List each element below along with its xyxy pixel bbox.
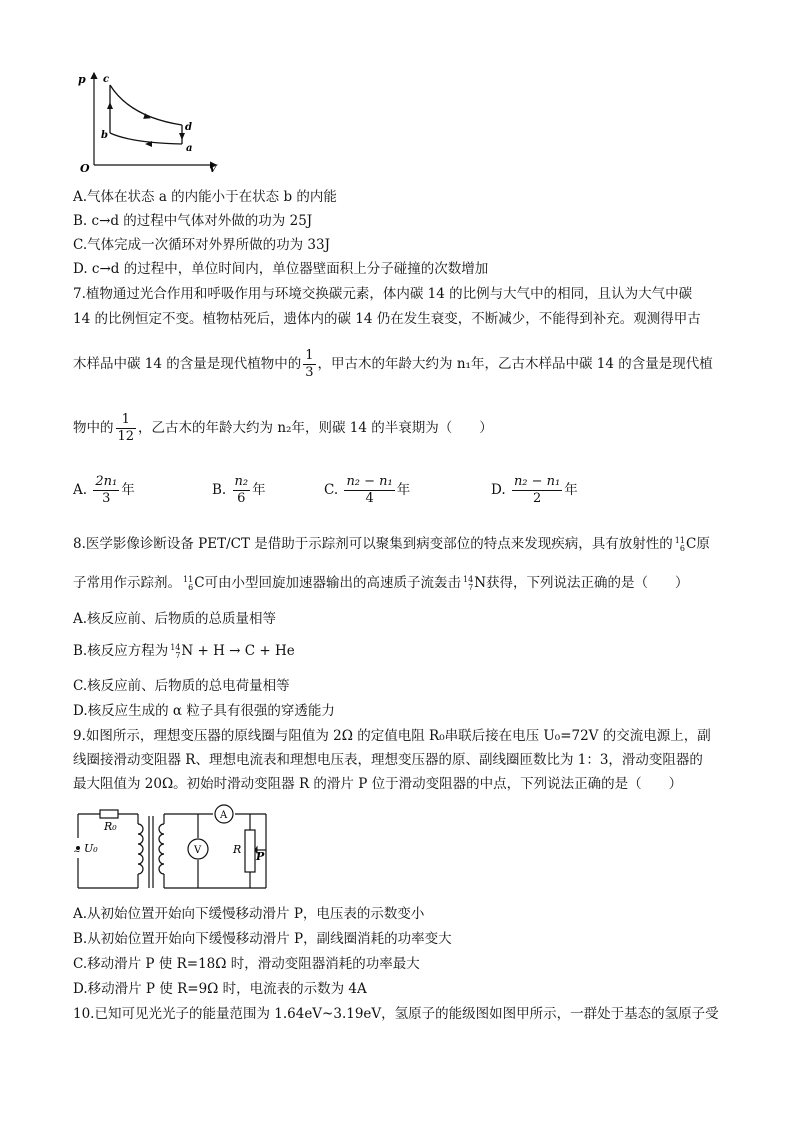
q7-line-4-post: ，乙古木的年龄大约为 n₂年，则碳 14 的半衰期为（ ）	[138, 420, 493, 436]
q8-line-1: 8.医学影像诊断设备 PET/CT 是借助于示踪剂可以聚集到病变部位的特点来发现疾病，具有放射性的 11 6C原	[73, 535, 710, 553]
q9-line-2: 线圈接滑动变阻器 R、理想电流表和理想电压表，理想变压器的原、副线圈匝数比为 1：3，滑动变阻器的	[73, 752, 703, 768]
primary-coil	[138, 824, 143, 874]
fraction-one-third: $\frac{1}{3}$	[305, 348, 314, 380]
q6-option-b: B. c→d 的过程中气体对外做的功为 25J	[73, 213, 313, 229]
q8-option-c: C.核反应前、后物质的总电荷量相等	[73, 678, 290, 694]
q7-line-2: 14 的比例恒定不变。植物枯死后，遗体内的碳 14 仍在发生衰变，不断减少，不能得到补充。观测得甲古	[73, 311, 701, 327]
pv-diagram	[70, 65, 230, 175]
r-label: R	[233, 843, 242, 856]
q10-line-1: 10.已知可见光光子的能量范围为 1.64eV~3.19eV，氢原子的能级图如图甲所示，一群处于基态的氢原子受	[73, 1006, 719, 1022]
ammeter-label: A	[220, 810, 228, 821]
r0-label: R₀	[104, 820, 117, 833]
q6-option-d: D. c→d 的过程中，单位时间内，单位器壁面积上分子碰撞的次数增加	[73, 261, 489, 277]
q9-option-b: B.从初始位置开始向下缓慢移动滑片 P，副线圈消耗的功率变大	[73, 931, 452, 947]
q9-option-a: A.从初始位置开始向下缓慢移动滑片 P，电压表的示数变小	[73, 906, 425, 922]
q7-line-4	[73, 412, 493, 445]
q9-line-3: 最大阻值为 20Ω。初始时滑动变阻器 R 的滑片 P 位于滑动变阻器的中点，下列说法正确的是（ ）	[73, 776, 683, 792]
state-a-label: a	[186, 143, 193, 154]
svg-text:~: ~	[73, 847, 81, 857]
q7-option-c: C. $\frac{\text{n₂ − n₁}}{4}$ 年	[324, 474, 411, 506]
p-axis-label: p	[78, 73, 86, 86]
q8-nuclear-equation: N + H → C + He	[181, 643, 295, 659]
q7-line-3	[73, 348, 713, 381]
resistor-r0	[100, 810, 118, 818]
voltmeter-label: V	[194, 845, 202, 856]
q6-option-c: C.气体完成一次循环对外界所做的功为 33J	[73, 237, 331, 253]
state-b-label: b	[101, 130, 108, 141]
q7-line-3-post: ，甲古木的年龄大约为 n₁年，乙古木样品中碳 14 的含量是现代植	[317, 356, 713, 372]
u0-label: U₀	[84, 842, 98, 855]
fraction-one-twelfth: $\frac{1}{12}$	[117, 412, 135, 444]
q9-line-1: 9.如图所示，理想变压器的原线圈与阻值为 2Ω 的定值电阻 R₀串联后接在电压 U₀=72V 的交流电源上，副	[73, 728, 711, 744]
p-label: P	[256, 850, 265, 863]
q6-option-a: A.气体在状态 a 的内能小于在状态 b 的内能	[73, 189, 337, 205]
q7-option-b: B. $\frac{\text{n₂}}{6}$ 年	[212, 474, 266, 506]
q8-option-b: B.核反应方程为 14 7N + H → C + He	[73, 642, 295, 660]
secondary-coil	[159, 824, 164, 874]
state-c-label: c	[103, 74, 110, 85]
origin-label: O	[80, 162, 90, 175]
q7-line-3-pre: 木样品中碳 14 的含量是现代植物中的	[73, 356, 302, 372]
q9-option-d: D.移动滑片 P 使 R=9Ω 时，电流表的示数为 4A	[73, 981, 367, 997]
q8-option-d: D.核反应生成的 α 粒子具有很强的穿透能力	[73, 703, 335, 719]
state-d-label: d	[185, 122, 192, 133]
q7-option-d: D. $\frac{\text{n₂ − n₁}}{2}$ 年	[491, 474, 578, 506]
transformer-circuit-diagram	[70, 802, 280, 894]
q9-option-c: C.移动滑片 P 使 R=18Ω 时，滑动变阻器消耗的功率最大	[73, 956, 420, 972]
q8-line-2: 子常用作示踪剂。 11 6C可由小型回旋加速器输出的高速质子流轰击 14 7N获得，下列说法正确的是（ ）	[73, 574, 689, 592]
rheostat-r	[245, 830, 255, 872]
process-cd	[110, 85, 182, 125]
q8-option-a: A.核反应前、后物质的总质量相等	[73, 611, 277, 627]
q7-line-1: 7.植物通过光合作用和呼吸作用与环境交换碳元素，体内碳 14 的比例与大气中的相同，且认为大气中碳	[73, 286, 693, 302]
v-axis-label: V	[209, 164, 217, 175]
q7-option-a: A. $\frac{\text{2n₁}}{3}$ 年	[73, 474, 135, 506]
q7-line-4-pre: 物中的	[73, 420, 114, 436]
process-ab	[110, 133, 182, 144]
